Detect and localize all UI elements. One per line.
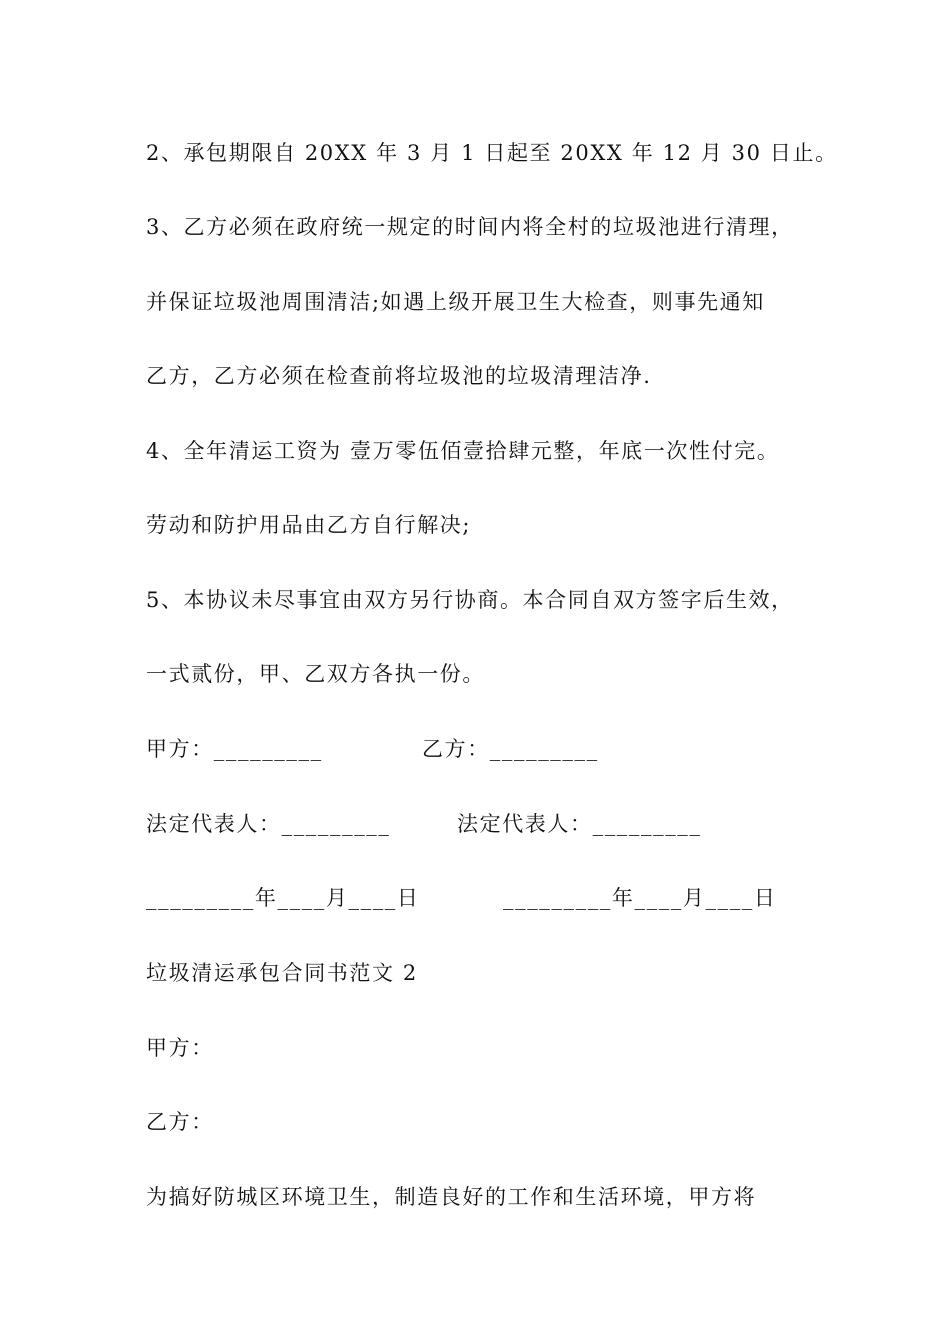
section-2-intro: 为搞好防城区环境卫生，制造良好的工作和生活环境，甲方将: [146, 1185, 757, 1209]
clause-4-line-1: 4、全年清运工资为 壹万零伍佰壹拾肆元整，年底一次性付完。: [146, 439, 780, 463]
clause-5-line-2: 一式贰份，甲、乙双方各执一份。: [146, 662, 485, 686]
signature-date-a: _________年____月____日: [146, 886, 420, 910]
signature-party-b: 乙方：_________: [422, 737, 599, 761]
signature-party-a: 甲方：_________: [146, 737, 323, 761]
signature-representative-b: 法定代表人：_________: [457, 812, 702, 836]
clause-5-line-1: 5、本协议未尽事宜由双方另行协商。本合同自双方签字后生效，: [146, 588, 794, 612]
clause-3-line-3: 乙方，乙方必须在检查前将垃圾池的垃圾清理洁净.: [146, 364, 652, 388]
clause-2-term: 2、承包期限自 20XX 年 3 月 1 日起至 20XX 年 12 月 30 日止。: [146, 141, 838, 165]
clause-4-line-2: 劳动和防护用品由乙方自行解决;: [146, 513, 472, 537]
section-2-party-b: 乙方：: [146, 1110, 214, 1134]
section-2-party-a: 甲方：: [146, 1036, 214, 1060]
section-2-title: 垃圾清运承包合同书范文 2: [146, 961, 418, 985]
clause-3-line-2: 并保证垃圾池周围清洁;如遇上级开展卫生大检查，则事先通知: [146, 290, 765, 314]
clause-3-line-1: 3、乙方必须在政府统一规定的时间内将全村的垃圾池进行清理，: [146, 215, 794, 239]
signature-representative-a: 法定代表人：_________: [146, 812, 391, 836]
signature-date-b: _________年____月____日: [503, 886, 777, 910]
